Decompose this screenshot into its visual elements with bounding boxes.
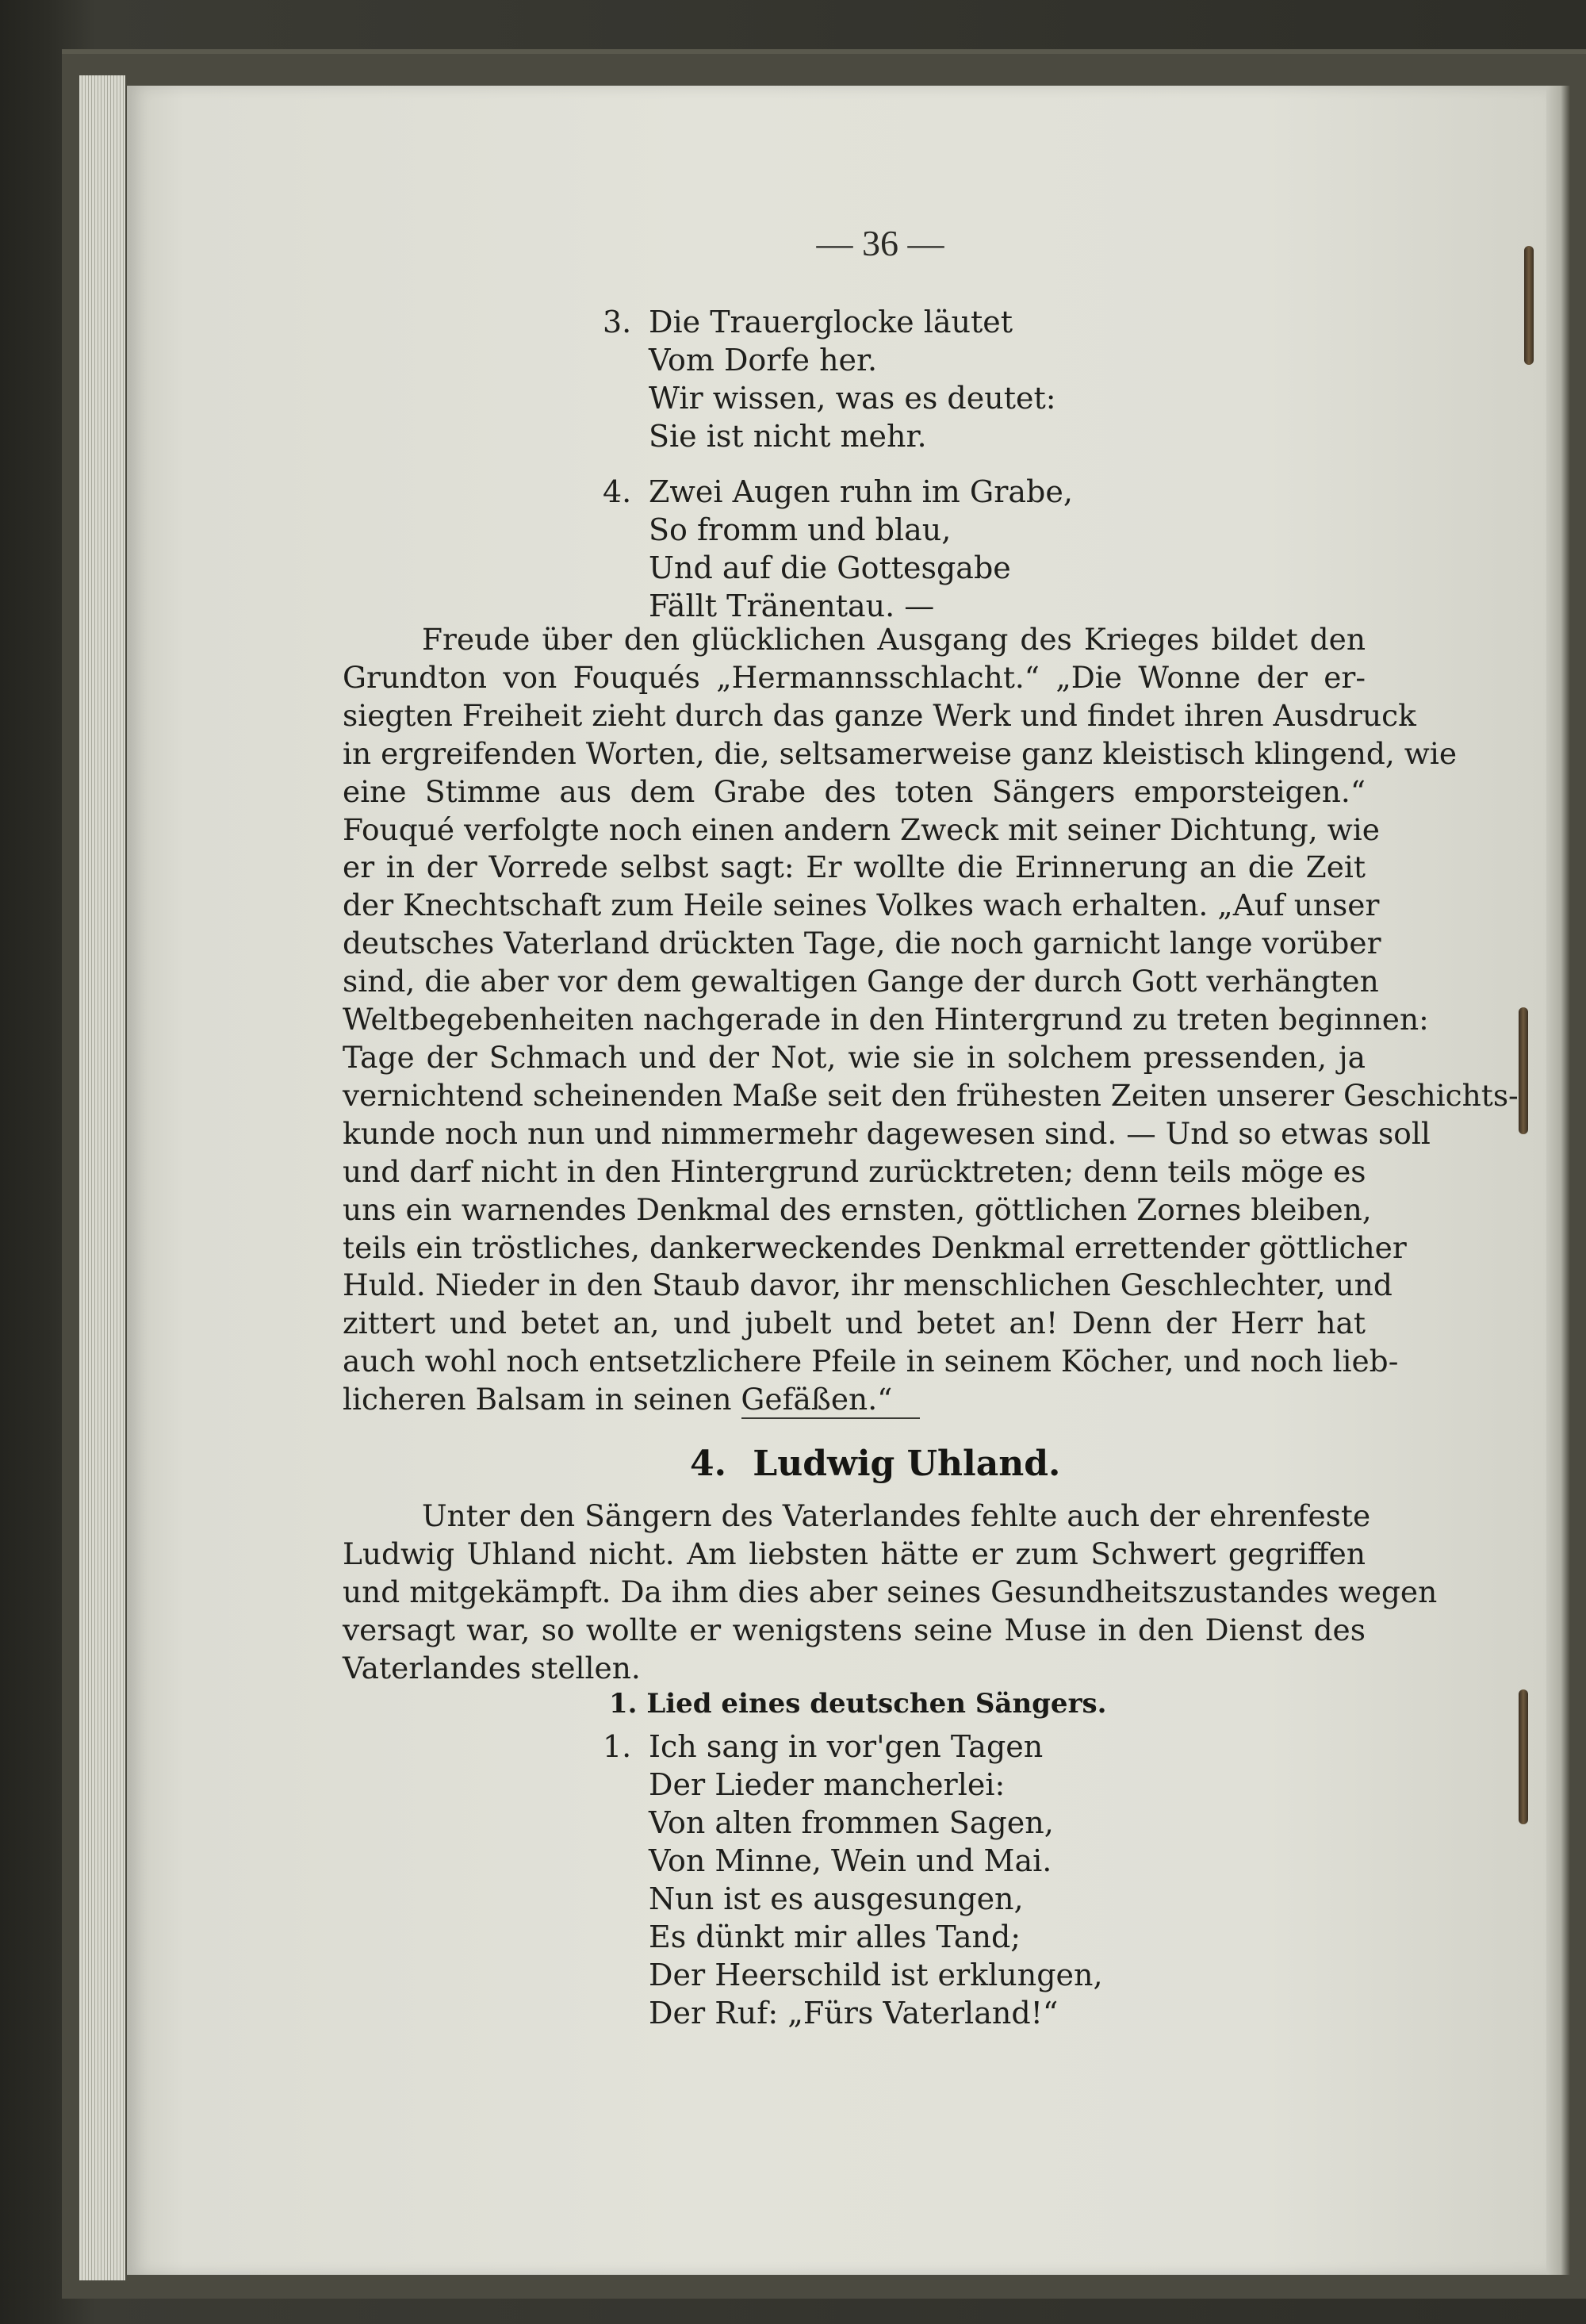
- page-stack-edges: [79, 75, 125, 2280]
- text-line: Unter den Sängern des Vaterlandes fehlte auch der ehrenfeste: [422, 1498, 1371, 1533]
- text-line: Fouqué verfolgte noch einen andern Zweck mit seiner Dichtung, wie: [343, 811, 1380, 847]
- poem-line: Der Lieder mancherlei:: [649, 1767, 1006, 1802]
- text-line: zittert und betet an, und jubelt und betet an! Denn der Herr hat: [343, 1306, 1366, 1341]
- section-divider: [741, 1417, 920, 1419]
- poem-line: Von alten frommen Sagen,: [649, 1805, 1054, 1840]
- text-line: deutsches Vaterland drückten Tage, die noch garnicht lange vorüber: [343, 926, 1381, 961]
- text-line: und mitgekämpft. Da ihm dies aber seines Gesundheitszustandes wegen: [343, 1574, 1438, 1609]
- text-line: teils ein tröstliches, dankerweckendes Denkmal errettender göttlicher: [343, 1229, 1407, 1265]
- stanza-number: 4.: [603, 474, 632, 509]
- poem-title: 1. Lied eines deutschen Sängers.: [609, 1688, 1107, 1720]
- section-heading: [690, 1444, 1071, 1484]
- poem-line: Sie ist nicht mehr.: [649, 419, 927, 454]
- paragraph-uhland: [343, 1498, 1438, 1688]
- poem-stanza: [603, 1728, 1103, 2032]
- poem-line: Es dünkt mir alles Tand;: [649, 1919, 1021, 1954]
- page-right-edge: [1546, 86, 1570, 2275]
- text-line: sind, die aber vor dem gewaltigen Gange der durch Gott verhängten: [343, 964, 1379, 999]
- text-line: Ludwig Uhland nicht. Am liebsten hätte er zum Schwert gegriffen: [343, 1536, 1366, 1571]
- page-number: — 36 —: [816, 223, 944, 263]
- poem-line: Die Trauerglocke läutet: [649, 305, 1013, 339]
- text-line: er in der Vorrede selbst sagt: Er wollte die Erinnerung an die Zeit: [343, 849, 1366, 885]
- stanza-number: 3.: [603, 305, 632, 339]
- text-line: siegten Freiheit zieht durch das ganze Werk und findet ihren Ausdruck: [343, 697, 1416, 733]
- text-line: Huld. Nieder in den Staub davor, ihr menschlichen Geschlechter, und: [343, 1267, 1393, 1303]
- text-line: der Knechtschaft zum Heile seines Volkes wach erhalten. „Auf unser: [343, 888, 1380, 923]
- text-line: und darf nicht in den Hintergrund zurücktreten; denn teils möge es: [343, 1153, 1366, 1189]
- poem-line: So fromm und blau,: [649, 512, 952, 547]
- poem-line: Wir wissen, was es deutet:: [649, 381, 1056, 416]
- text-line: Weltbegebenheiten nachgerade in den Hintergrund zu treten beginnen:: [343, 1002, 1429, 1037]
- text-line: kunde noch nun und nimmermehr dagewesen sind. — Und so etwas soll: [343, 1115, 1431, 1151]
- poem-line: Vom Dorfe her.: [649, 343, 878, 378]
- text-line: in ergreifenden Worten, die, seltsamerweise ganz kleistisch klingend, wie: [343, 735, 1458, 771]
- text-line: eine Stimme aus dem Grabe des toten Sängers emporsteigen.“: [343, 773, 1366, 809]
- poem-stanza: [603, 303, 1056, 455]
- text-line: Tage der Schmach und der Not, wie sie in solchem pressenden, ja: [343, 1039, 1366, 1075]
- poem-line: Fällt Tränentau. —: [649, 589, 935, 623]
- binding-clasp-bottom: [1519, 1689, 1528, 1824]
- stanza-number: 1.: [603, 1729, 632, 1764]
- text-line: auch wohl noch entsetzlichere Pfeile in seinem Köcher, und noch lieb-: [343, 1344, 1399, 1379]
- section-title: Ludwig Uhland.: [753, 1444, 1061, 1484]
- poem-line: Und auf die Gottesgabe: [649, 550, 1011, 585]
- poem-line: Zwei Augen ruhn im Grabe,: [649, 474, 1073, 509]
- text-line: licheren Balsam in seinen Gefäßen.“: [343, 1382, 893, 1417]
- paragraph-fouque: [343, 621, 1519, 1419]
- poem-line: Der Ruf: „Fürs Vaterland!“: [649, 1996, 1059, 2031]
- poem-stanza: [603, 473, 1073, 625]
- text-line: Grundton von Fouqués „Hermannsschlacht.“ „Die Wonne der er-: [343, 659, 1366, 695]
- poem-line: Von Minne, Wein und Mai.: [649, 1843, 1052, 1878]
- text-line: Vaterlandes stellen.: [343, 1650, 641, 1685]
- section-number: 4.: [690, 1444, 726, 1484]
- binding-clasp-top: [1524, 246, 1534, 365]
- poem-line: Nun ist es ausgesungen,: [649, 1881, 1024, 1916]
- poem-line: Ich sang in vor'gen Tagen: [649, 1729, 1044, 1764]
- poem-line: Der Heerschild ist erklungen,: [649, 1958, 1103, 1992]
- text-line: versagt war, so wollte er wenigstens seine Muse in den Dienst des: [343, 1612, 1366, 1647]
- text-line: uns ein warnendes Denkmal des ernsten, göttlichen Zornes bleiben,: [343, 1191, 1372, 1227]
- text-line: vernichtend scheinenden Maße seit den frühesten Zeiten unserer Geschichts-: [343, 1077, 1519, 1113]
- binding-clasp-middle: [1519, 1007, 1528, 1134]
- text-line: Freude über den glücklichen Ausgang des Krieges bildet den: [422, 622, 1366, 657]
